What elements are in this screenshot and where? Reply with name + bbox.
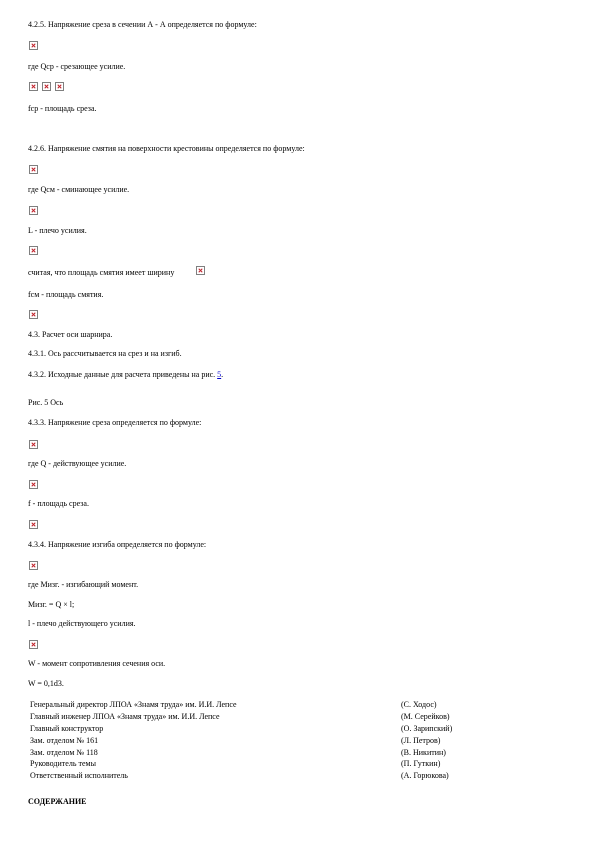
- table-row: [28, 723, 454, 735]
- para-4-3-2-dot: .: [221, 370, 224, 379]
- para-4-2-5: 4.2.5. Напряжение среза в сечении А - А определяется по формуле:: [28, 20, 257, 29]
- signature-position: Главный инженер ЛПОА «Знамя труда» им. И.И. Лепсе: [30, 711, 220, 721]
- signature-name: (Л. Петров): [401, 735, 441, 745]
- qsm-definition: где Qсм - сминающее усилие.: [28, 185, 130, 194]
- contents-heading: СОДЕРЖАНИЕ: [28, 797, 87, 806]
- q-definition: где Q - действующее усилие.: [28, 459, 127, 468]
- broken-image-icon: [29, 310, 38, 319]
- table-row: [28, 758, 454, 770]
- broken-image-icon: [29, 165, 38, 174]
- broken-image-icon: [29, 640, 38, 649]
- signatures-table: [28, 699, 454, 782]
- figure-5-link[interactable]: 5: [217, 370, 222, 379]
- broken-image-icon: [55, 82, 64, 91]
- broken-image-icon: [42, 82, 51, 91]
- broken-image-icon: [29, 480, 38, 489]
- assume-text: считая, что площадь смятия имеет ширину: [28, 268, 175, 277]
- L-definition: L - плечо усилия.: [28, 226, 87, 235]
- w-formula: W = 0,1d3.: [28, 679, 64, 688]
- para-4-2-6: 4.2.6. Напряжение смятия на поверхности крестовины определяется по формуле:: [28, 144, 305, 153]
- para-4-3-2: [28, 370, 223, 380]
- l-definition: l - плечо действующего усилия.: [28, 619, 136, 628]
- broken-image-icon: [29, 561, 38, 570]
- signature-position: Ответственный исполнитель: [30, 771, 128, 781]
- broken-image-icon: [29, 206, 38, 215]
- signature-name: (В. Никитин): [401, 747, 446, 757]
- signature-name: (М. Серейков): [401, 711, 450, 721]
- signature-position: Генеральный директор ЛПОА «Знамя труда» им. И.И. Лепсе: [30, 699, 237, 709]
- mizg-definition: где Мизг. - изгибающий момент.: [28, 580, 139, 589]
- table-row: [28, 747, 454, 759]
- para-4-3-1: 4.3.1. Ось рассчитывается на срез и на изгиб.: [28, 349, 182, 358]
- mizg-formula: Мизг. = Q × l;: [28, 600, 75, 609]
- table-row: [28, 711, 454, 723]
- para-4-3: 4.3. Расчет оси шарнира.: [28, 330, 113, 339]
- signature-position: Зам. отделом № 161: [30, 735, 99, 745]
- para-4-3-4: 4.3.4. Напряжение изгиба определяется по формуле:: [28, 540, 207, 549]
- signature-position: Зам. отделом № 118: [30, 747, 98, 757]
- f-definition: f - площадь среза.: [28, 499, 89, 508]
- table-row: [28, 699, 454, 711]
- w-definition: W - момент сопротивления сечения оси.: [28, 659, 166, 668]
- broken-image-icon: [29, 246, 38, 255]
- fsm-definition: fсм - площадь смятия.: [28, 290, 104, 299]
- signature-position: Руководитель темы: [30, 759, 96, 769]
- signature-name: (П. Гуткин): [401, 759, 441, 769]
- signature-name: (А. Горюкова): [401, 771, 449, 781]
- signature-name: (О. Зарипский): [401, 723, 453, 733]
- broken-image-icon: [29, 82, 38, 91]
- fsr-definition: fср - площадь среза.: [28, 104, 97, 113]
- para-4-3-2-text: 4.3.2. Исходные данные для расчета приведены на рис.: [28, 370, 216, 379]
- qsr-definition: где Qср - срезающее усилие.: [28, 62, 126, 71]
- signature-name: (С. Ходос): [401, 699, 437, 709]
- table-row: [28, 735, 454, 747]
- broken-image-icon: [29, 520, 38, 529]
- para-4-3-3: 4.3.3. Напряжение среза определяется по формуле:: [28, 418, 202, 427]
- table-row: [28, 770, 454, 782]
- broken-image-icon: [196, 266, 205, 275]
- broken-image-icon: [29, 440, 38, 449]
- broken-image-icon: [29, 41, 38, 50]
- signature-position: Главный конструктор: [30, 723, 104, 733]
- figure-5-caption: Рис. 5 Ось: [28, 398, 64, 407]
